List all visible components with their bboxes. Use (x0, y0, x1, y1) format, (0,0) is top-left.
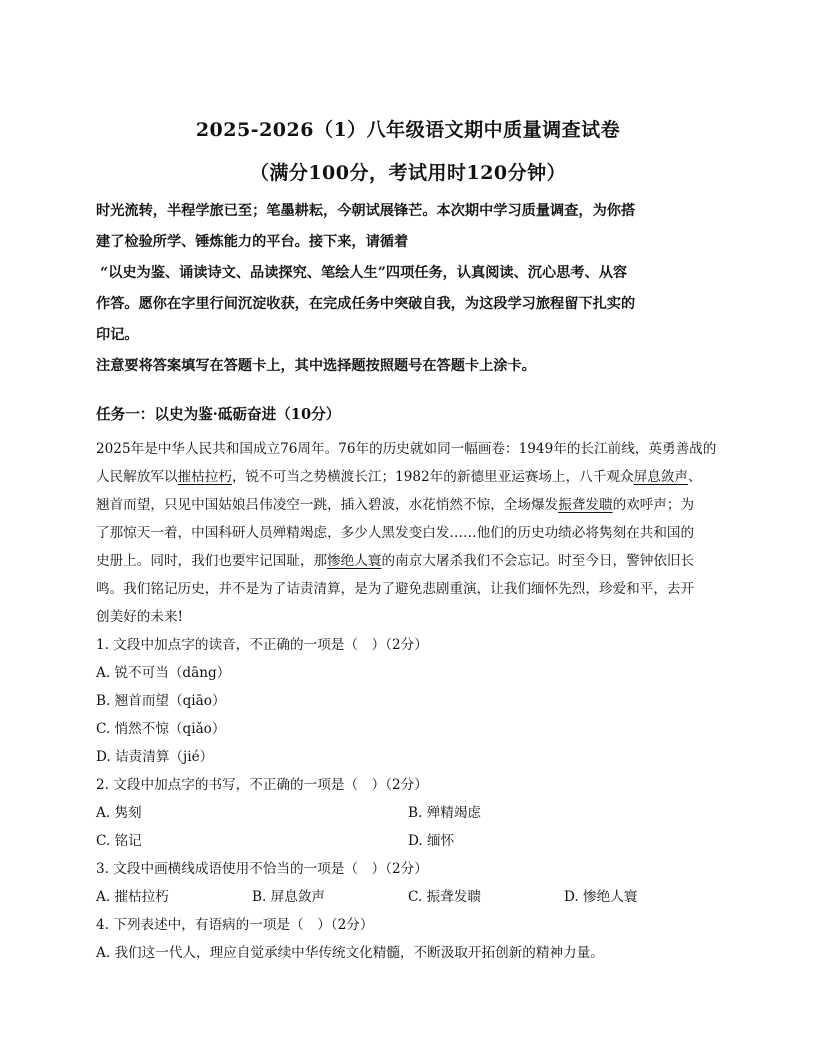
exam-title: 2025-2026（1）八年级语文期中质量调查试卷 (195, 119, 621, 141)
question-4: 4. 下列表述中，有语病的一项是（ ）（2分） (96, 917, 374, 933)
q2-option-c: C. 铭记 (96, 833, 142, 849)
q2-option-a: A. 隽刻 (96, 805, 142, 821)
q3-option-a: A. 摧枯拉朽 (96, 889, 169, 905)
passage-line-4: 了那惊天一着，中国科研人员殚精竭虑，多少人黑发变白发……他们的历史功绩必将隽刻在共和国的 (96, 525, 695, 541)
q2-option-d: D. 缅怀 (408, 833, 455, 849)
passage-line-2: 人民解放军以摧枯拉朽，锐不可当之势横渡长江；1982年的新德里亚运赛场上，八千观众屏息敛声、 (96, 469, 702, 485)
answer-notice: 注意要将答案填写在答题卡上，其中选择题按照题号在答题卡上涂卡。 (96, 358, 536, 374)
exam-subtitle: （满分100分，考试用时120分钟） (249, 162, 567, 184)
task1-heading: 任务一：以史为鉴·砥砺奋进（10分） (96, 406, 341, 423)
q3-option-c: C. 振聋发聩 (408, 889, 481, 905)
q1-option-c: C. 悄然不惊（qiǎo） (96, 721, 226, 737)
intro-line-5: 印记。 (96, 327, 139, 343)
passage-line-6: 鸣。我们铭记历史，并不是为了诘责清算，是为了避免悲剧重演，让我们缅怀先烈，珍爱和平，去开 (96, 581, 695, 597)
idiom-underline-2: 屏息敛声 (633, 469, 688, 485)
idiom-underline-3: 振聋发聩 (558, 497, 613, 513)
intro-line-4: 作答。愿你在字里行间沉淀收获，在完成任务中突破自我，为这段学习旅程留下扎实的 (96, 296, 636, 312)
passage-line-1: 2025年是中华人民共和国成立76周年。76年的历史就如同一幅画卷：1949年的长江前线，英勇善战的 (96, 441, 717, 457)
question-3: 3. 文段中画横线成语使用不恰当的一项是（ ）（2分） (96, 861, 428, 877)
question-1: 1. 文段中加点字的读音，不正确的一项是（ ）（2分） (96, 637, 428, 653)
intro-line-3: “以史为鉴、诵读诗文、品读探究、笔绘人生”四项任务，认真阅读、沉心思考、从容 (100, 265, 628, 281)
q2-option-b: B. 殚精竭虑 (408, 805, 482, 821)
q1-option-d: D. 诘责清算（jié） (96, 749, 214, 765)
q1-option-b: B. 翘首而望（qiāo） (96, 693, 226, 709)
passage-line-3: 翘首而望，只见中国姑娘吕伟凌空一跳，插入碧波，水花悄然不惊，全场爆发振聋发聩的欢呼声；为 (96, 497, 695, 513)
q3-option-d: D. 惨绝人寰 (564, 889, 638, 905)
intro-line-1: 时光流转，半程学旅已至；笔墨耕耘，今朝试展锋芒。本次期中学习质量调查，为你搭 (96, 203, 636, 219)
passage-line-7: 创美好的未来! (96, 609, 184, 625)
idiom-underline-4: 惨绝人寰 (327, 553, 382, 569)
q3-option-b: B. 屏息敛声 (252, 889, 326, 905)
q1-option-a: A. 锐不可当（dāng） (96, 665, 231, 681)
idiom-underline-1: 摧枯拉朽 (177, 469, 232, 485)
q4-option-a: A. 我们这一代人，理应自觉承续中华传统文化精髓，不断汲取开拓创新的精神力量。 (96, 945, 604, 961)
passage-line-5: 史册上。同时，我们也要牢记国耻，那惨绝人寰的南京大屠杀我们不会忘记。时至今日，警钟依旧长 (96, 553, 695, 569)
intro-line-2: 建了检验所学、锤炼能力的平台。接下来，请循着 (96, 234, 409, 250)
question-2: 2. 文段中加点字的书写，不正确的一项是（ ）（2分） (96, 777, 428, 793)
